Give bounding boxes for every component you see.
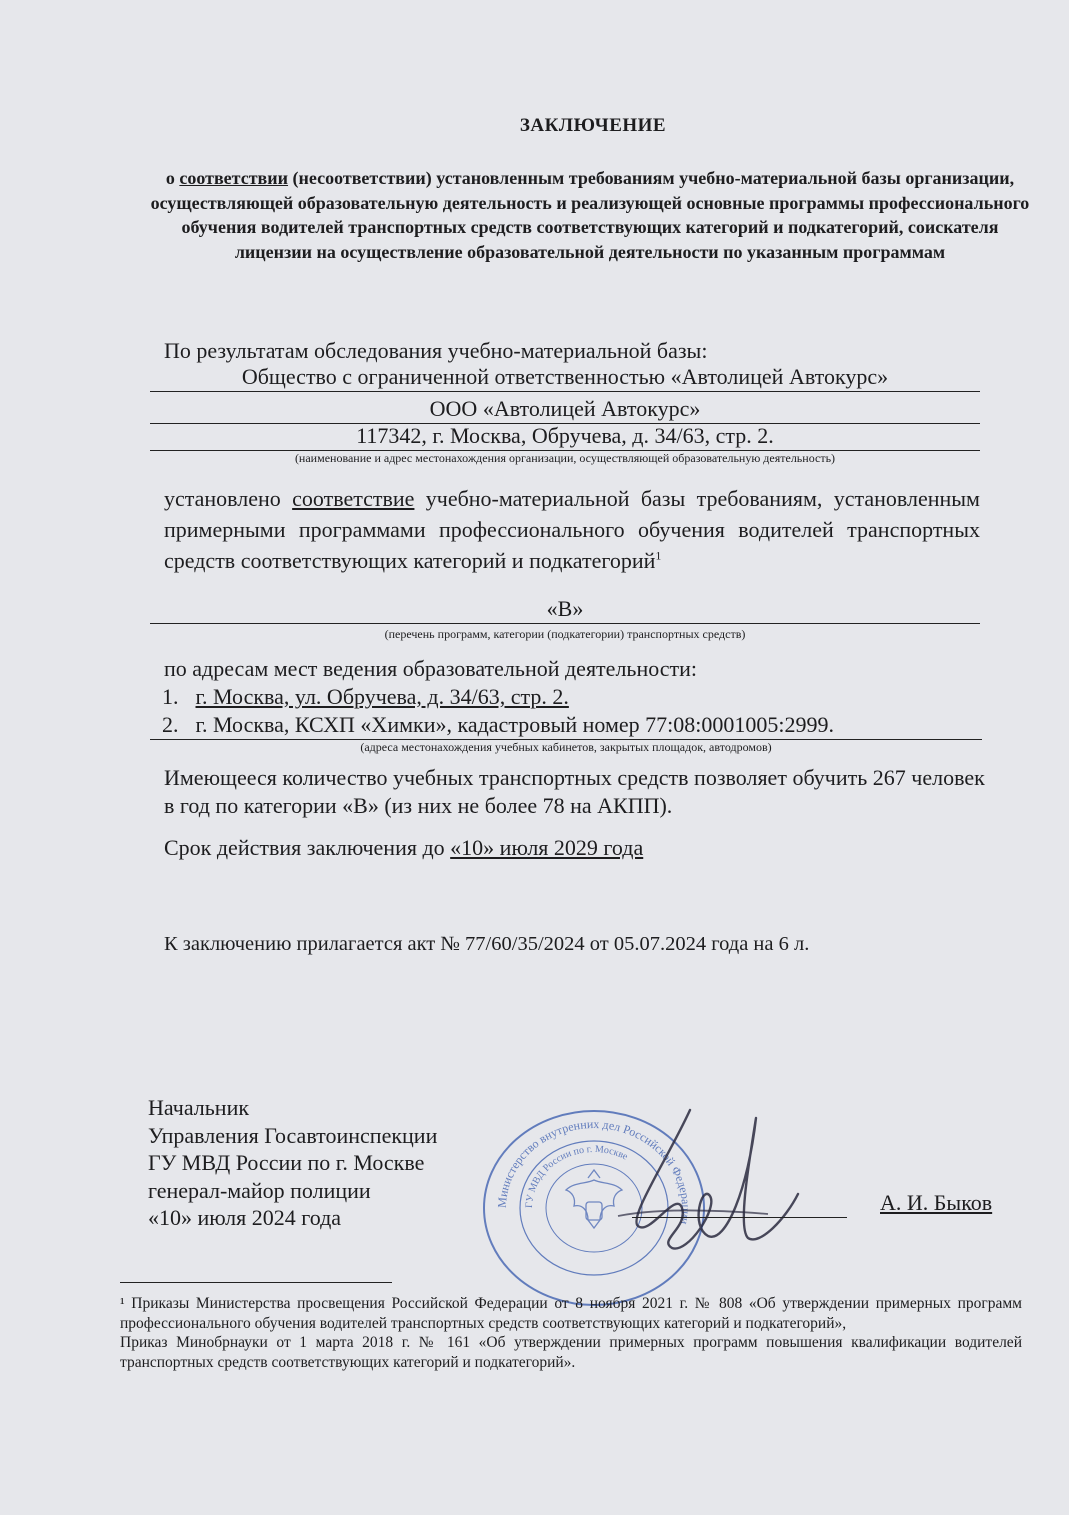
signatory-block: [148, 1094, 437, 1232]
organization-caption: (наименование и адрес местонахождения организации, осуществляющей образовательную деятельность): [294, 451, 836, 465]
document-title: ЗАКЛЮЧЕНИЕ: [519, 115, 667, 136]
footnote-marker: 1: [655, 548, 662, 563]
attachment-text: К заключению прилагается акт № 77/60/35/2024 от 05.07.2024 года на 6 л.: [164, 933, 810, 955]
footnotes: [120, 1294, 1022, 1372]
document-subtitle: [150, 166, 1030, 264]
signatory-line: ГУ МВД России по г. Москве: [148, 1150, 425, 1175]
finding-prefix: установлено: [164, 486, 293, 511]
address-item: [150, 683, 982, 711]
handwritten-signature: [598, 1098, 808, 1258]
address-number: 1.: [162, 684, 179, 709]
finding-paragraph: [164, 483, 980, 576]
subtitle-rest: (несоответствии) установленным требованиям учебно-материальной базы организации, осуществляющей образовательную деятельность и реализующей основные программы профессионального обучения водителей транспортных средств соответствующих категорий и подкатегорий, соискателя лицензии на осуществление образовательной деятельности по указанным программам: [150, 168, 1030, 262]
organization-short-name: ООО «Автолицей Автокурс»: [150, 394, 980, 424]
signatory-line: Управления Госавтоинспекции: [148, 1122, 438, 1148]
address-item: [150, 711, 982, 740]
survey-lead: По результатам обследования учебно-материальной базы:: [164, 338, 708, 363]
address-number: 2.: [162, 712, 179, 737]
signer-name: А. И. Быков: [880, 1190, 993, 1215]
capacity-text: Имеющееся количество учебных транспортных средств позволяет обучить 267 человек в год по категории «В» (из них не более 78 на АКПП).: [164, 765, 985, 818]
stamp-inner-text: ГУ МВД России по г. Москве: [523, 1143, 630, 1209]
organization-full-name: Общество с ограниченной ответственностью «Автолицей Автокурс»: [150, 362, 980, 392]
signatory-line: генерал-майор полиции: [148, 1177, 371, 1203]
validity-prefix: Срок действия заключения до: [164, 835, 451, 860]
subtitle-prefix: о: [165, 168, 180, 188]
finding-rest: учебно-материальной базы требованиям, установленным примерными программами профессионального обучения водителей транспортных средств соответствующих категорий и подкатегорий: [164, 486, 980, 573]
addresses-lead: по адресам мест ведения образовательной деятельности:: [164, 656, 698, 681]
footnote-item: ¹ Приказы Министерства просвещения Российской Федерации от 8 ноября 2021 г. № 808 «Об утверждении примерных программ профессионального обучения водителей транспортных средств соответствующих категорий и подкатегорий»,: [120, 1295, 1022, 1332]
category-value: «В»: [150, 594, 980, 624]
signatory-line: Начальник: [148, 1095, 250, 1120]
organization-address: 117342, г. Москва, Обручева, д. 34/63, стр. 2.: [150, 421, 980, 451]
subtitle-underlined: соответствии: [179, 168, 289, 188]
validity-date: «10» июля 2029 года: [450, 835, 644, 860]
finding-underlined: соответствие: [292, 486, 415, 511]
footnote-divider: [120, 1282, 392, 1283]
validity-text: [164, 834, 643, 862]
address-text: г. Москва, КСХП «Химки», кадастровый номер 77:08:0001005:2999.: [195, 712, 835, 737]
signatory-date: «10» июля 2024 года: [148, 1205, 342, 1230]
addresses-caption: (адреса местонахождения учебных кабинетов, закрытых площадок, автодромов): [360, 740, 772, 754]
stamp-outer-text: Министерство внутренних дел Российской Федерации: [494, 1116, 694, 1226]
footnote-item: Приказ Минобрнауки от 1 марта 2018 г. № 161 «Об утверждении примерных программ повышения квалификации водителей транспортных средств соответствующих категорий и подкатегорий».: [120, 1334, 1022, 1371]
address-text: г. Москва, ул. Обручева, д. 34/63, стр. 2.: [195, 684, 569, 709]
signature-line: [632, 1217, 847, 1218]
category-caption: (перечень программ, категории (подкатегории) транспортных средств): [384, 627, 746, 641]
